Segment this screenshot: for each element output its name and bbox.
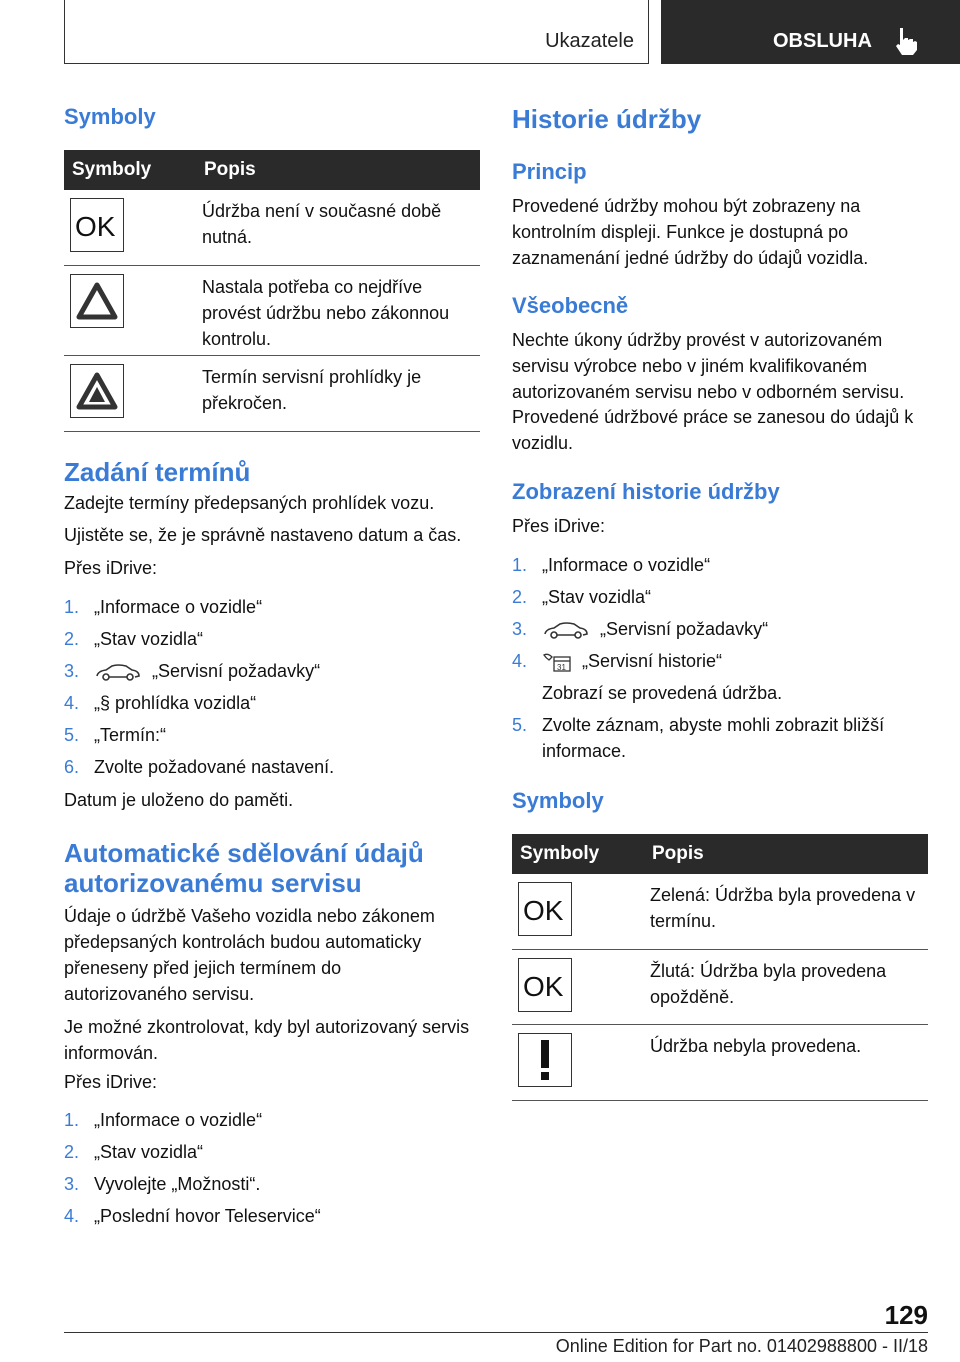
list-item: 4. „Poslední hovor Teleservice“ <box>64 1206 321 1226</box>
table-cell-description: Zelená: Údržba byla provedena v termínu. <box>640 874 928 949</box>
car-icon <box>542 620 590 640</box>
table-cell-description: Údržba nebyla provedena. <box>640 1024 928 1100</box>
car-icon <box>94 662 142 682</box>
ok-yellow-icon <box>518 958 572 1012</box>
table-row <box>512 949 928 1024</box>
table-header-symbols: Symboly <box>64 150 192 190</box>
table-cell-description: Nastala potřeba co nejdříve provést údržbu nebo zákonnou kontrolu. <box>192 265 480 355</box>
table-header-description: Popis <box>640 834 928 874</box>
ok-icon <box>70 198 124 252</box>
list-item: 6. Zvolte požadované nastavení. <box>64 757 335 777</box>
date-entry-heading: Zadání termínů <box>64 457 251 487</box>
table-row <box>64 190 480 265</box>
pointing-hand-icon <box>892 26 918 56</box>
paragraph: Nechte úkony údržby provést v autorizovaném servisu výrobce nebo v jiném kvalifikovaném autorizovaném servisu nebo v odborném servisu. <box>512 330 905 402</box>
svg-text:OK: OK <box>523 895 564 924</box>
header-section-title: Ukazatele <box>545 30 634 52</box>
general-heading: Všeobecně <box>512 293 629 318</box>
auto-report-heading-line2: autorizovanému servisu <box>64 868 362 898</box>
paragraph: Přes iDrive: <box>64 558 158 578</box>
paragraph: Údaje o údržbě Vašeho vozidla nebo zákonem předepsaných kontrolách budou automaticky přeneseny před jejich termínem do autorizovaného servisu. <box>64 906 435 1004</box>
paragraph: Přes iDrive: <box>512 516 606 536</box>
paragraph: Ujistěte se, že je správně nastaveno datum a čas. <box>64 525 462 545</box>
list-item: 5. Zvolte záznam, abyste mohli zobrazit bližší informace. <box>512 715 885 761</box>
table-row <box>64 265 480 355</box>
footer-edition-text: Online Edition for Part no. 01402988800 - II/18 <box>555 1336 928 1356</box>
symbols-heading: Symboly <box>512 788 604 813</box>
list-item: 1. „Informace o vozidle“ <box>64 1110 263 1130</box>
header-chapter-title: OBSLUHA <box>773 30 872 52</box>
svg-text:OK: OK <box>523 970 564 1000</box>
list-item: 3. Vyvolejte „Možnosti“. <box>64 1174 261 1194</box>
footer-divider <box>64 1332 928 1333</box>
list-item: 1. „Informace o vozidle“ <box>512 555 711 575</box>
step-sub-text: Zobrazí se provedená údržba. <box>542 683 783 703</box>
list-item: 5. „Termín:“ <box>64 725 166 745</box>
symbols-table <box>64 150 480 432</box>
svg-text:OK: OK <box>75 211 116 240</box>
principle-heading: Princip <box>512 159 587 184</box>
table-row <box>512 874 928 949</box>
list-item: 2. „Stav vozidla“ <box>64 629 204 649</box>
paragraph: Zadejte termíny předepsaných prohlídek vozu. <box>64 493 435 513</box>
date-steps-list <box>64 594 480 786</box>
list-item: 3. „Servisní požadavky“ <box>64 661 321 681</box>
history-steps-list <box>512 552 928 770</box>
list-item: 2. „Stav vozidla“ <box>64 1142 204 1162</box>
list-item: 4. 31 „Servisní historie“ Zobrazí se provedená údržba. <box>512 648 928 706</box>
paragraph: Je možné zkontrolovat, kdy byl autorizovaný servis informován. <box>64 1017 470 1063</box>
paragraph: Provedené údržbové práce se zanesou do údajů k vozidlu. <box>512 407 914 453</box>
table-header-description: Popis <box>192 150 480 190</box>
paragraph: Přes iDrive: <box>64 1072 158 1092</box>
list-item: 4. „§ prohlídka vozidla“ <box>64 693 257 713</box>
ok-green-icon <box>518 882 572 936</box>
list-item: 3. „Servisní požadavky“ <box>512 619 769 639</box>
table-cell-description: Údržba není v současné době nutná. <box>192 190 480 265</box>
table-header-symbols: Symboly <box>512 834 640 874</box>
paragraph: Provedené údržby mohou být zobrazeny na kontrolním displeji. Funkce je dostupná po zaznamenání jedné údržby do údajů vozidla. <box>512 196 869 268</box>
svg-text:31: 31 <box>557 663 566 673</box>
table-cell-description: Žlutá: Údržba byla provedena opožděně. <box>640 949 928 1024</box>
table-row <box>64 355 480 431</box>
table-row <box>512 1024 928 1100</box>
header-section-tab <box>64 0 649 64</box>
exclamation-icon <box>518 1033 572 1087</box>
show-history-heading: Zobrazení historie údržby <box>512 479 780 504</box>
list-item: 2. „Stav vozidla“ <box>512 587 652 607</box>
service-history-calendar-icon <box>542 651 572 673</box>
page-number: 129 <box>884 1300 928 1330</box>
auto-report-heading-line1: Automatické sdělování údajů <box>64 838 424 868</box>
list-item: 1. „Informace o vozidle“ <box>64 597 263 617</box>
symbols-heading: Symboly <box>64 104 156 129</box>
warning-triangle-icon <box>70 274 124 328</box>
table-cell-description: Termín servisní prohlídky je překročen. <box>192 355 480 431</box>
symbols-table <box>512 834 928 1101</box>
history-heading: Historie údržby <box>512 104 702 134</box>
paragraph: Datum je uloženo do paměti. <box>64 790 294 810</box>
warning-triangle-filled-icon <box>70 364 124 418</box>
auto-steps-list <box>64 1107 480 1235</box>
